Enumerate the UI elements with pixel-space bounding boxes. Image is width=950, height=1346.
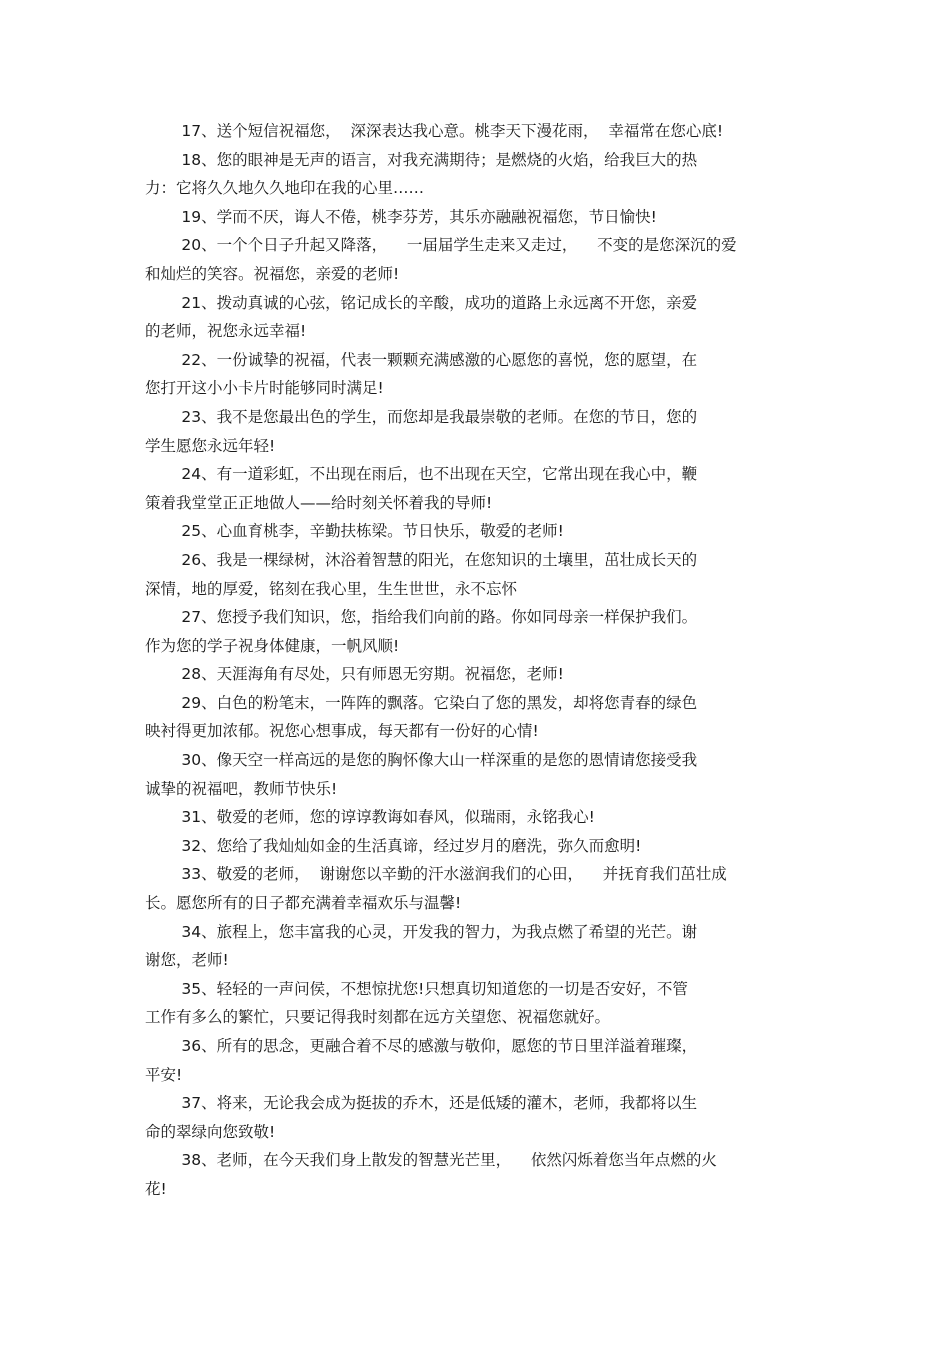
text-line: 力：它将久久地久久地印在我的心里…… xyxy=(145,179,425,198)
text-line: 35、轻轻的一声问侯，不想惊扰您!只想真切知道您的一切是否安好，不管 xyxy=(181,979,688,998)
text-line: 24、有一道彩虹，不出现在雨后，也不出现在天空，它常出现在我心中，鞭 xyxy=(181,465,698,484)
paragraph xyxy=(145,746,800,803)
paragraph xyxy=(145,603,800,660)
paragraph xyxy=(145,203,800,232)
paragraph xyxy=(145,832,800,861)
text-line: 作为您的学子祝身体健康，一帆风顺! xyxy=(145,636,400,655)
paragraph xyxy=(145,231,800,288)
text-line: 28、天涯海角有尽处，只有师恩无穷期。祝福您，老师! xyxy=(181,665,564,684)
text-line: 38、老师，在今天我们身上散发的智慧光芒里， 依然闪烁着您当年点燃的火 xyxy=(181,1151,717,1170)
text-line: 工作有多么的繁忙，只要记得我时刻都在远方关望您、祝福您就好。 xyxy=(145,1008,611,1027)
text-line: 19、学而不厌，诲人不倦，桃李芬芳，其乐亦融融祝福您，节日愉快! xyxy=(181,207,657,226)
text-line: 的老师，祝您永远幸福! xyxy=(145,322,307,341)
paragraph xyxy=(145,289,800,346)
paragraph xyxy=(145,546,800,603)
text-line: 深情，地的厚爱，铭刻在我心里，生生世世，永不忘怀 xyxy=(145,579,518,598)
text-line: 谢您，老师! xyxy=(145,951,229,970)
paragraph xyxy=(145,860,800,917)
text-line: 23、我不是您最出色的学生，而您却是我最崇敬的老师。在您的节日，您的 xyxy=(181,407,698,426)
paragraph xyxy=(145,803,800,832)
paragraph xyxy=(145,117,800,146)
text-line: 37、将来，无论我会成为挺拔的乔木，还是低矮的灌木，老师，我都将以生 xyxy=(181,1094,698,1113)
text-line: 命的翠绿向您致敬! xyxy=(145,1122,276,1141)
text-line: 26、我是一棵绿树，沐浴着智慧的阳光，在您知识的土壤里，茁壮成长天的 xyxy=(181,550,698,569)
paragraph xyxy=(145,975,800,1032)
document-body xyxy=(145,117,800,1204)
paragraph xyxy=(145,403,800,460)
paragraph xyxy=(145,1146,800,1203)
text-line: 17、送个短信祝福您， 深深表达我心意。桃李天下漫花雨， 幸福常在您心底! xyxy=(181,122,724,140)
text-line: 花! xyxy=(145,1179,167,1198)
text-line: 34、旅程上，您丰富我的心灵，开发我的智力，为我点燃了希望的光芒。谢 xyxy=(181,922,698,941)
paragraph xyxy=(145,689,800,746)
text-line: 诚挚的祝福吧，教师节快乐! xyxy=(145,779,338,798)
text-line: 学生愿您永远年轻! xyxy=(145,436,276,455)
text-line: 25、心血育桃李，辛勤扶栋梁。节日快乐，敬爱的老师! xyxy=(181,522,564,541)
text-line: 18、您的眼神是无声的语言，对我充满期待；是燃烧的火焰，给我巨大的热 xyxy=(181,150,698,169)
text-line: 31、敬爱的老师，您的谆谆教诲如春风，似瑞雨，永铭我心! xyxy=(181,808,595,827)
paragraph xyxy=(145,517,800,546)
text-line: 33、敬爱的老师， 谢谢您以辛勤的汗水滋润我们的心田， 并抚育我们茁壮成 xyxy=(181,865,727,884)
text-line: 27、您授予我们知识，您，指给我们向前的路。你如同母亲一样保护我们。 xyxy=(181,608,698,627)
paragraph xyxy=(145,1032,800,1089)
text-line: 和灿烂的笑容。祝福您，亲爱的老师! xyxy=(145,264,400,283)
text-line: 20、一个个日子升起又降落， 一届届学生走来又走过， 不变的是您深沉的爱 xyxy=(181,236,737,255)
text-line: 策着我堂堂正正地做人——给时刻关怀着我的导师! xyxy=(145,493,493,512)
text-line: 30、像天空一样高远的是您的胸怀像大山一样深重的是您的恩情请您接受我 xyxy=(181,751,698,770)
text-line: 32、您给了我灿灿如金的生活真谛，经过岁月的磨洗，弥久而愈明! xyxy=(181,836,642,855)
text-line: 长。愿您所有的日子都充满着幸福欢乐与温馨! xyxy=(145,894,462,913)
text-line: 映衬得更加浓郁。祝您心想事成，每天都有一份好的心情! xyxy=(145,722,539,741)
paragraph xyxy=(145,918,800,975)
text-line: 22、一份诚挚的祝福，代表一颗颗充满感激的心愿您的喜悦，您的愿望，在 xyxy=(181,350,698,369)
text-line: 29、白色的粉笔末，一阵阵的飘落。它染白了您的黑发，却将您青春的绿色 xyxy=(181,693,698,712)
paragraph xyxy=(145,460,800,517)
text-line: 平安! xyxy=(145,1065,183,1084)
text-line: 21、拨动真诚的心弦，铭记成长的辛酸，成功的道路上永远离不开您，亲爱 xyxy=(181,293,698,312)
paragraph xyxy=(145,660,800,689)
paragraph xyxy=(145,146,800,203)
text-line: 36、所有的思念，更融合着不尽的感激与敬仰，愿您的节日里洋溢着璀璨， xyxy=(181,1037,698,1055)
text-line: 您打开这小小卡片时能够同时满足! xyxy=(145,379,384,398)
paragraph xyxy=(145,1089,800,1146)
paragraph xyxy=(145,346,800,403)
